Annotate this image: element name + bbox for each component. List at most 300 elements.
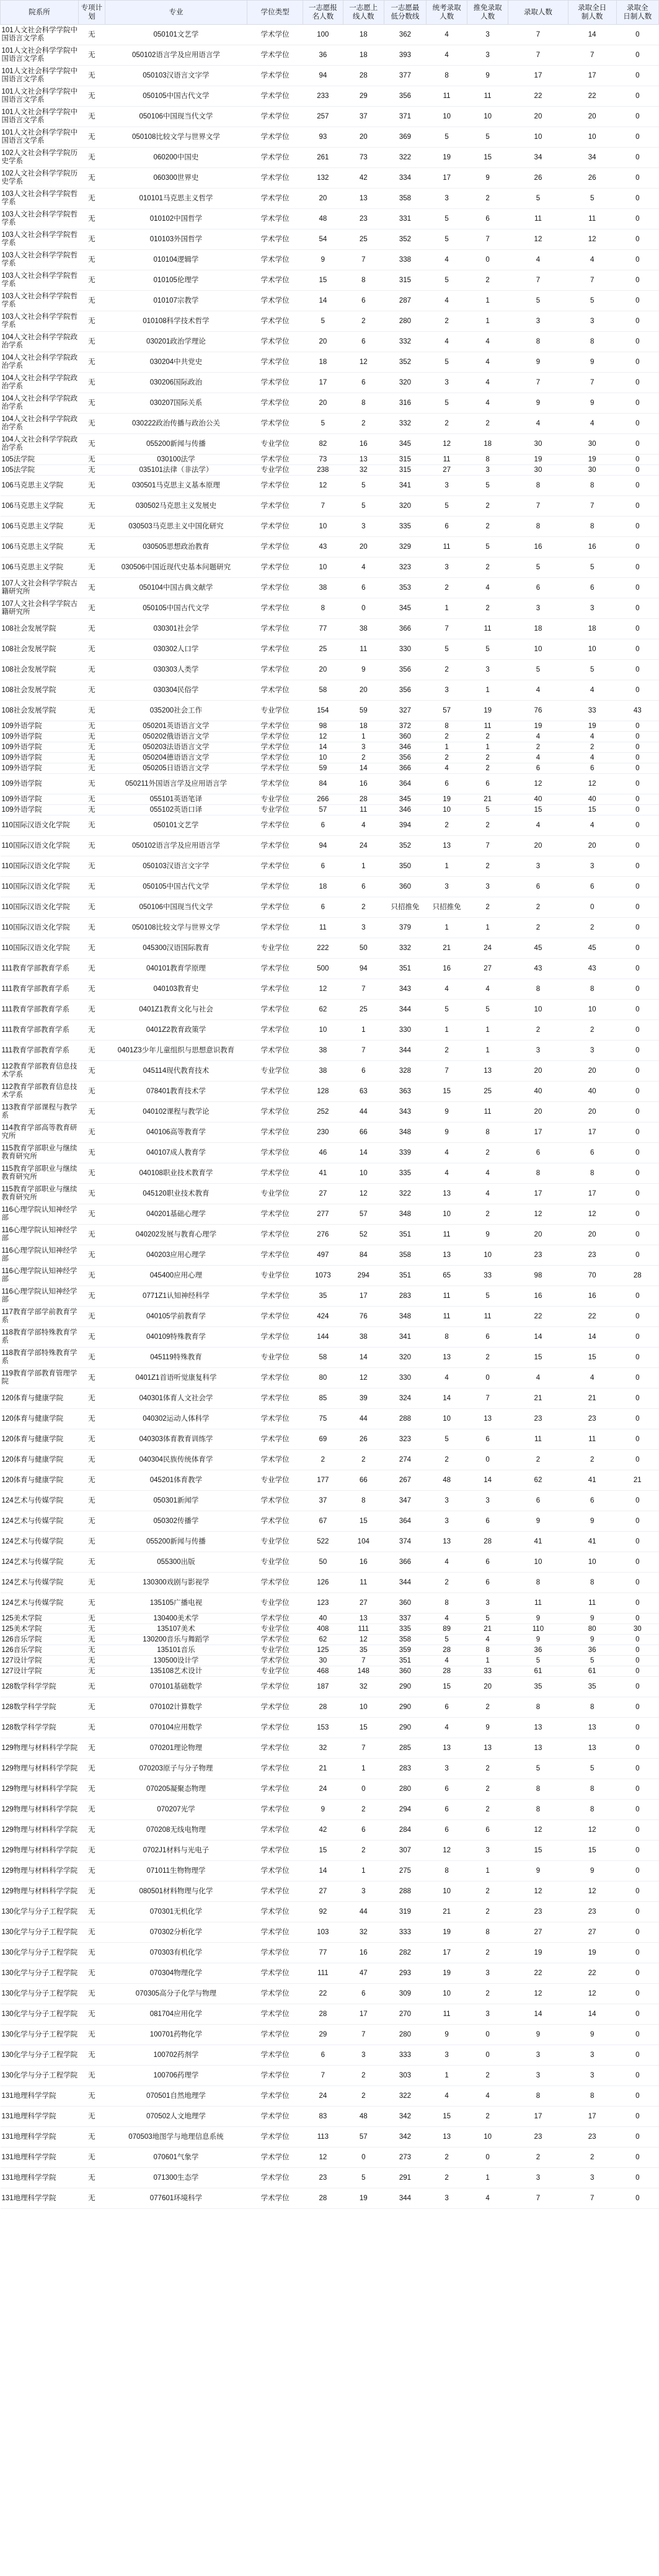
cell-department: 108社会发展学院 — [1, 680, 79, 701]
cell-major: 078401教育技术学 — [105, 1081, 247, 1102]
cell-first-choice-qualified: 27 — [343, 1593, 384, 1614]
cell-admitted-fulltime: 8 — [568, 1163, 616, 1184]
cell-admitted-fulltime: 19 — [568, 721, 616, 732]
table-row — [1, 2025, 659, 2045]
cell-special-plan: 无 — [79, 1666, 105, 1677]
cell-special-plan: 无 — [79, 291, 105, 311]
cell-recommended-admitted: 11 — [467, 721, 508, 732]
header-special-plan: 专项计划 — [79, 1, 105, 25]
cell-admitted-total: 41 — [508, 1532, 568, 1552]
cell-first-choice-applicants: 187 — [303, 1677, 343, 1697]
cell-admitted-parttime: 0 — [616, 2147, 658, 2168]
cell-admitted-fulltime: 12 — [568, 1984, 616, 2004]
header-degree-type: 学位类型 — [247, 1, 303, 25]
cell-recommended-admitted: 0 — [467, 250, 508, 270]
cell-admitted-total: 43 — [508, 959, 568, 979]
cell-admitted-fulltime: 23 — [568, 1245, 616, 1266]
cell-admitted-total: 19 — [508, 455, 568, 465]
cell-degree-type: 学术学位 — [247, 455, 303, 465]
cell-special-plan: 无 — [79, 877, 105, 897]
cell-recommended-admitted: 1 — [467, 680, 508, 701]
cell-admitted-parttime: 0 — [616, 1081, 658, 1102]
cell-special-plan: 无 — [79, 1184, 105, 1204]
cell-first-choice-min-score: 356 — [384, 753, 426, 763]
cell-special-plan: 无 — [79, 1143, 105, 1163]
cell-degree-type: 学术学位 — [247, 1368, 303, 1388]
cell-admitted-total: 61 — [508, 1666, 568, 1677]
cell-recommended-admitted: 14 — [467, 1470, 508, 1491]
cell-admitted-total: 9 — [508, 1614, 568, 1624]
cell-first-choice-min-score: 342 — [384, 2127, 426, 2147]
cell-major: 045201体育教学 — [105, 1470, 247, 1491]
cell-first-choice-applicants: 36 — [303, 45, 343, 66]
cell-admitted-total: 3 — [508, 856, 568, 877]
cell-admitted-parttime: 0 — [616, 897, 658, 918]
cell-degree-type: 学术学位 — [247, 476, 303, 496]
cell-department: 130化学与分子工程学院 — [1, 2004, 79, 2025]
cell-recommended-admitted: 4 — [467, 2086, 508, 2107]
cell-first-choice-qualified: 44 — [343, 1102, 384, 1122]
cell-major: 050101文艺学 — [105, 25, 247, 45]
cell-degree-type: 学术学位 — [247, 270, 303, 291]
cell-admitted-fulltime: 10 — [568, 1552, 616, 1573]
cell-first-choice-qualified: 7 — [343, 250, 384, 270]
table-row — [1, 1656, 659, 1666]
cell-first-choice-applicants: 24 — [303, 2086, 343, 2107]
cell-recommended-admitted: 2 — [467, 189, 508, 209]
cell-exam-admitted: 4 — [427, 250, 467, 270]
cell-major: 070302分析化学 — [105, 1922, 247, 1943]
table-row — [1, 1450, 659, 1470]
table-row — [1, 1861, 659, 1881]
cell-admitted-fulltime: 34 — [568, 148, 616, 168]
cell-department: 104人文社会科学学院政治学系 — [1, 373, 79, 393]
cell-first-choice-qualified: 15 — [343, 1511, 384, 1532]
cell-special-plan: 无 — [79, 815, 105, 836]
table-row — [1, 938, 659, 959]
cell-admitted-total: 23 — [508, 2127, 568, 2147]
cell-first-choice-min-score: 290 — [384, 1677, 426, 1697]
cell-admitted-total: 7 — [508, 270, 568, 291]
cell-admitted-fulltime: 14 — [568, 2004, 616, 2025]
cell-admitted-fulltime: 22 — [568, 1307, 616, 1327]
cell-special-plan: 无 — [79, 1943, 105, 1963]
cell-exam-admitted: 17 — [427, 1943, 467, 1963]
cell-department: 129物理与材料科学学院 — [1, 1738, 79, 1759]
header-recommended-admitted: 推免录取 人数 — [467, 1, 508, 25]
cell-first-choice-applicants: 67 — [303, 1511, 343, 1532]
cell-degree-type: 学术学位 — [247, 1779, 303, 1800]
cell-department: 104人文社会科学学院政治学系 — [1, 352, 79, 373]
cell-department: 104人文社会科学学院政治学系 — [1, 434, 79, 455]
cell-exam-admitted: 4 — [427, 979, 467, 1000]
cell-degree-type: 学术学位 — [247, 66, 303, 86]
table-row — [1, 836, 659, 856]
cell-exam-admitted: 7 — [427, 1061, 467, 1081]
cell-degree-type: 学术学位 — [247, 2066, 303, 2086]
cell-degree-type: 学术学位 — [247, 680, 303, 701]
cell-admitted-parttime: 0 — [616, 1666, 658, 1677]
cell-recommended-admitted: 8 — [467, 1922, 508, 1943]
cell-admitted-fulltime: 14 — [568, 25, 616, 45]
cell-department: 109外语学院 — [1, 805, 79, 815]
cell-first-choice-min-score: 323 — [384, 557, 426, 578]
cell-exam-admitted: 6 — [427, 1800, 467, 1820]
cell-special-plan: 无 — [79, 168, 105, 189]
cell-degree-type: 专业学位 — [247, 1593, 303, 1614]
cell-special-plan: 无 — [79, 660, 105, 680]
cell-special-plan: 无 — [79, 794, 105, 805]
table-row — [1, 2086, 659, 2107]
cell-first-choice-applicants: 62 — [303, 1635, 343, 1645]
cell-exam-admitted: 19 — [427, 1922, 467, 1943]
table-row — [1, 1666, 659, 1677]
cell-admitted-parttime: 0 — [616, 2086, 658, 2107]
cell-exam-admitted: 11 — [427, 455, 467, 465]
cell-special-plan: 无 — [79, 1266, 105, 1286]
table-row — [1, 2127, 659, 2147]
cell-first-choice-min-score: 293 — [384, 1963, 426, 1984]
cell-first-choice-min-score: 328 — [384, 1061, 426, 1081]
cell-first-choice-qualified: 1 — [343, 856, 384, 877]
cell-major: 070207光学 — [105, 1800, 247, 1820]
cell-department: 131地理科学学院 — [1, 2086, 79, 2107]
cell-degree-type: 学术学位 — [247, 1286, 303, 1307]
cell-exam-admitted: 4 — [427, 1656, 467, 1666]
cell-admitted-total: 23 — [508, 1245, 568, 1266]
cell-department: 130化学与分子工程学院 — [1, 2066, 79, 2086]
cell-admitted-total: 9 — [508, 1635, 568, 1645]
cell-recommended-admitted: 2 — [467, 856, 508, 877]
cell-admitted-fulltime: 4 — [568, 1368, 616, 1388]
cell-department: 103人文社会科学学院哲学系 — [1, 189, 79, 209]
cell-first-choice-min-score: 280 — [384, 1779, 426, 1800]
cell-department: 111教育学部教育学系 — [1, 1041, 79, 1061]
cell-degree-type: 学术学位 — [247, 732, 303, 742]
cell-first-choice-applicants: 125 — [303, 1645, 343, 1656]
table-row — [1, 1470, 659, 1491]
cell-major: 071011生物物理学 — [105, 1861, 247, 1881]
cell-admitted-total: 45 — [508, 938, 568, 959]
cell-admitted-fulltime: 15 — [568, 1348, 616, 1368]
cell-degree-type: 学术学位 — [247, 836, 303, 856]
cell-major: 045400应用心理 — [105, 1266, 247, 1286]
cell-first-choice-qualified: 20 — [343, 680, 384, 701]
cell-first-choice-min-score: 342 — [384, 2107, 426, 2127]
cell-first-choice-qualified: 18 — [343, 721, 384, 732]
cell-first-choice-qualified: 17 — [343, 1286, 384, 1307]
cell-first-choice-min-score: 307 — [384, 1841, 426, 1861]
cell-recommended-admitted: 3 — [467, 25, 508, 45]
cell-admitted-fulltime: 7 — [568, 45, 616, 66]
cell-first-choice-qualified: 5 — [343, 2168, 384, 2188]
cell-first-choice-applicants: 10 — [303, 517, 343, 537]
cell-exam-admitted: 3 — [427, 373, 467, 393]
cell-recommended-admitted: 4 — [467, 332, 508, 352]
cell-first-choice-applicants: 73 — [303, 455, 343, 465]
cell-admitted-total: 10 — [508, 639, 568, 660]
cell-first-choice-applicants: 58 — [303, 1348, 343, 1368]
cell-first-choice-qualified: 66 — [343, 1122, 384, 1143]
cell-recommended-admitted: 5 — [467, 1000, 508, 1020]
cell-admitted-parttime: 0 — [616, 1041, 658, 1061]
cell-special-plan: 无 — [79, 496, 105, 517]
cell-recommended-admitted: 2 — [467, 1902, 508, 1922]
cell-exam-admitted: 3 — [427, 2045, 467, 2066]
cell-major: 135105广播电视 — [105, 1593, 247, 1614]
cell-exam-admitted: 4 — [427, 291, 467, 311]
cell-department: 103人文社会科学学院哲学系 — [1, 250, 79, 270]
cell-special-plan: 无 — [79, 1697, 105, 1718]
cell-admitted-total: 16 — [508, 537, 568, 557]
cell-special-plan: 无 — [79, 2066, 105, 2086]
cell-degree-type: 学术学位 — [247, 45, 303, 66]
cell-first-choice-min-score: 294 — [384, 1800, 426, 1820]
cell-special-plan: 无 — [79, 732, 105, 742]
cell-degree-type: 学术学位 — [247, 1881, 303, 1902]
cell-department: 115教育学部职业与继续教育研究所 — [1, 1163, 79, 1184]
cell-recommended-admitted: 0 — [467, 2025, 508, 2045]
cell-major: 050103汉语言文字学 — [105, 66, 247, 86]
cell-first-choice-qualified: 2 — [343, 1800, 384, 1820]
cell-first-choice-qualified: 13 — [343, 189, 384, 209]
cell-special-plan: 无 — [79, 1573, 105, 1593]
cell-special-plan: 无 — [79, 1881, 105, 1902]
cell-admitted-fulltime: 6 — [568, 1491, 616, 1511]
cell-major: 040107成人教育学 — [105, 1143, 247, 1163]
cell-admitted-parttime: 0 — [616, 1552, 658, 1573]
cell-exam-admitted: 5 — [427, 209, 467, 229]
cell-first-choice-applicants: 43 — [303, 537, 343, 557]
cell-admitted-parttime: 0 — [616, 1388, 658, 1409]
cell-admitted-total: 2 — [508, 1020, 568, 1041]
cell-admitted-fulltime: 6 — [568, 877, 616, 897]
cell-recommended-admitted: 13 — [467, 1409, 508, 1429]
cell-admitted-fulltime: 13 — [568, 1718, 616, 1738]
cell-degree-type: 学术学位 — [247, 1000, 303, 1020]
table-row — [1, 1820, 659, 1841]
cell-recommended-admitted: 4 — [467, 2188, 508, 2209]
cell-exam-admitted: 9 — [427, 1102, 467, 1122]
cell-admitted-fulltime: 8 — [568, 2086, 616, 2107]
cell-degree-type: 学术学位 — [247, 1718, 303, 1738]
cell-admitted-total: 15 — [508, 1348, 568, 1368]
cell-exam-admitted: 11 — [427, 1307, 467, 1327]
cell-special-plan: 无 — [79, 836, 105, 856]
cell-first-choice-qualified: 12 — [343, 1184, 384, 1204]
cell-admitted-total: 13 — [508, 1718, 568, 1738]
cell-recommended-admitted: 6 — [467, 1511, 508, 1532]
cell-exam-admitted: 9 — [427, 2025, 467, 2045]
cell-degree-type: 学术学位 — [247, 414, 303, 434]
cell-first-choice-qualified: 16 — [343, 774, 384, 794]
cell-first-choice-qualified: 7 — [343, 1738, 384, 1759]
table-row — [1, 1511, 659, 1532]
cell-exam-admitted: 27 — [427, 465, 467, 476]
cell-special-plan: 无 — [79, 250, 105, 270]
cell-admitted-parttime: 0 — [616, 2168, 658, 2188]
cell-recommended-admitted: 24 — [467, 938, 508, 959]
cell-first-choice-min-score: 320 — [384, 1348, 426, 1368]
cell-admitted-total: 35 — [508, 1677, 568, 1697]
cell-first-choice-qualified: 73 — [343, 148, 384, 168]
cell-major: 050101文艺学 — [105, 815, 247, 836]
cell-exam-admitted: 8 — [427, 721, 467, 732]
cell-department: 128数学科学学院 — [1, 1718, 79, 1738]
cell-first-choice-min-score: 344 — [384, 2188, 426, 2209]
cell-first-choice-min-score: 360 — [384, 1666, 426, 1677]
cell-exam-admitted: 4 — [427, 1143, 467, 1163]
cell-admitted-parttime: 0 — [616, 836, 658, 856]
cell-major: 071300生态学 — [105, 2168, 247, 2188]
cell-admitted-parttime: 0 — [616, 815, 658, 836]
cell-special-plan: 无 — [79, 189, 105, 209]
cell-degree-type: 学术学位 — [247, 1307, 303, 1327]
cell-department: 116心理学院认知神经学部 — [1, 1245, 79, 1266]
cell-first-choice-applicants: 11 — [303, 918, 343, 938]
cell-degree-type: 专业学位 — [247, 1666, 303, 1677]
cell-major: 030505思想政治教育 — [105, 537, 247, 557]
cell-admitted-parttime: 0 — [616, 742, 658, 753]
cell-first-choice-qualified: 4 — [343, 557, 384, 578]
cell-first-choice-min-score: 322 — [384, 148, 426, 168]
cell-special-plan: 无 — [79, 2107, 105, 2127]
cell-special-plan: 无 — [79, 1020, 105, 1041]
cell-recommended-admitted: 4 — [467, 352, 508, 373]
cell-admitted-parttime: 0 — [616, 2107, 658, 2127]
cell-first-choice-min-score: 330 — [384, 1368, 426, 1388]
cell-major: 040105学前教育学 — [105, 1307, 247, 1327]
cell-first-choice-qualified: 6 — [343, 1984, 384, 2004]
cell-degree-type: 学术学位 — [247, 352, 303, 373]
cell-recommended-admitted: 25 — [467, 1081, 508, 1102]
cell-admitted-parttime: 0 — [616, 877, 658, 897]
cell-degree-type: 学术学位 — [247, 86, 303, 107]
cell-admitted-parttime: 28 — [616, 1266, 658, 1286]
cell-admitted-fulltime: 2 — [568, 742, 616, 753]
table-row — [1, 1143, 659, 1163]
cell-first-choice-qualified: 5 — [343, 496, 384, 517]
table-row — [1, 352, 659, 373]
cell-department: 110国际汉语文化学院 — [1, 856, 79, 877]
cell-first-choice-min-score: 333 — [384, 2045, 426, 2066]
cell-exam-admitted: 11 — [427, 1225, 467, 1245]
cell-admitted-total: 40 — [508, 794, 568, 805]
cell-recommended-admitted: 1 — [467, 1020, 508, 1041]
cell-department: 120体育与健康学院 — [1, 1388, 79, 1409]
table-row — [1, 1922, 659, 1943]
cell-exam-admitted: 2 — [427, 414, 467, 434]
cell-admitted-parttime: 0 — [616, 2127, 658, 2147]
header-first-choice-min-score: 一志愿最 低分数线 — [384, 1, 426, 25]
cell-first-choice-applicants: 23 — [303, 2168, 343, 2188]
cell-special-plan: 无 — [79, 1102, 105, 1122]
cell-degree-type: 学术学位 — [247, 639, 303, 660]
cell-special-plan: 无 — [79, 1388, 105, 1409]
table-body — [1, 25, 659, 2209]
cell-first-choice-qualified: 32 — [343, 465, 384, 476]
cell-degree-type: 专业学位 — [247, 701, 303, 721]
cell-major: 030100法学 — [105, 455, 247, 465]
cell-recommended-admitted: 2 — [467, 517, 508, 537]
cell-department: 106马克思主义学院 — [1, 496, 79, 517]
cell-recommended-admitted: 1 — [467, 1656, 508, 1666]
cell-admitted-parttime: 0 — [616, 476, 658, 496]
cell-first-choice-qualified: 1 — [343, 1861, 384, 1881]
cell-major: 050105中国古代文学 — [105, 86, 247, 107]
cell-first-choice-applicants: 18 — [303, 352, 343, 373]
cell-degree-type: 学术学位 — [247, 2004, 303, 2025]
cell-first-choice-applicants: 69 — [303, 1429, 343, 1450]
table-row — [1, 1041, 659, 1061]
cell-first-choice-applicants: 7 — [303, 496, 343, 517]
cell-first-choice-applicants: 57 — [303, 805, 343, 815]
table-row — [1, 1902, 659, 1922]
cell-first-choice-qualified: 19 — [343, 2188, 384, 2209]
cell-admitted-total: 2 — [508, 1450, 568, 1470]
cell-recommended-admitted: 4 — [467, 578, 508, 598]
cell-admitted-total: 17 — [508, 66, 568, 86]
table-row — [1, 1081, 659, 1102]
cell-major: 040102课程与教学论 — [105, 1102, 247, 1122]
cell-degree-type: 专业学位 — [247, 1645, 303, 1656]
cell-admitted-parttime: 0 — [616, 517, 658, 537]
cell-department: 109外语学院 — [1, 794, 79, 805]
cell-major: 010107宗教学 — [105, 291, 247, 311]
cell-admitted-fulltime: 9 — [568, 1861, 616, 1881]
cell-admitted-fulltime: 9 — [568, 1635, 616, 1645]
cell-exam-admitted: 10 — [427, 1204, 467, 1225]
cell-recommended-admitted: 2 — [467, 2107, 508, 2127]
cell-admitted-parttime: 0 — [616, 1511, 658, 1532]
cell-exam-admitted: 2 — [427, 311, 467, 332]
cell-first-choice-min-score: 283 — [384, 1759, 426, 1779]
cell-admitted-fulltime: 8 — [568, 517, 616, 537]
cell-recommended-admitted: 3 — [467, 660, 508, 680]
cell-degree-type: 学术学位 — [247, 763, 303, 774]
cell-special-plan: 无 — [79, 1963, 105, 1984]
cell-major: 045300汉语国际教育 — [105, 938, 247, 959]
cell-admitted-fulltime: 12 — [568, 229, 616, 250]
cell-recommended-admitted: 2 — [467, 598, 508, 619]
cell-first-choice-applicants: 58 — [303, 680, 343, 701]
cell-special-plan: 无 — [79, 2025, 105, 2045]
cell-department: 109外语学院 — [1, 763, 79, 774]
cell-special-plan: 无 — [79, 352, 105, 373]
cell-first-choice-qualified: 15 — [343, 1718, 384, 1738]
cell-admitted-total: 8 — [508, 1779, 568, 1800]
cell-department: 108社会发展学院 — [1, 660, 79, 680]
cell-admitted-parttime: 0 — [616, 1450, 658, 1470]
cell-special-plan: 无 — [79, 639, 105, 660]
cell-first-choice-applicants: 14 — [303, 1861, 343, 1881]
cell-first-choice-applicants: 132 — [303, 168, 343, 189]
cell-admitted-total: 12 — [508, 1204, 568, 1225]
cell-admitted-parttime: 0 — [616, 1429, 658, 1450]
table-row — [1, 1020, 659, 1041]
cell-admitted-fulltime: 22 — [568, 86, 616, 107]
cell-exam-admitted: 13 — [427, 1532, 467, 1552]
cell-admitted-parttime: 0 — [616, 250, 658, 270]
cell-first-choice-min-score: 338 — [384, 250, 426, 270]
cell-first-choice-qualified: 1 — [343, 1020, 384, 1041]
cell-department: 103人文社会科学学院哲学系 — [1, 270, 79, 291]
cell-admitted-fulltime: 26 — [568, 168, 616, 189]
cell-major: 050102语言学及应用语言学 — [105, 45, 247, 66]
cell-admitted-total: 17 — [508, 1122, 568, 1143]
cell-first-choice-min-score: 345 — [384, 434, 426, 455]
cell-special-plan: 无 — [79, 434, 105, 455]
